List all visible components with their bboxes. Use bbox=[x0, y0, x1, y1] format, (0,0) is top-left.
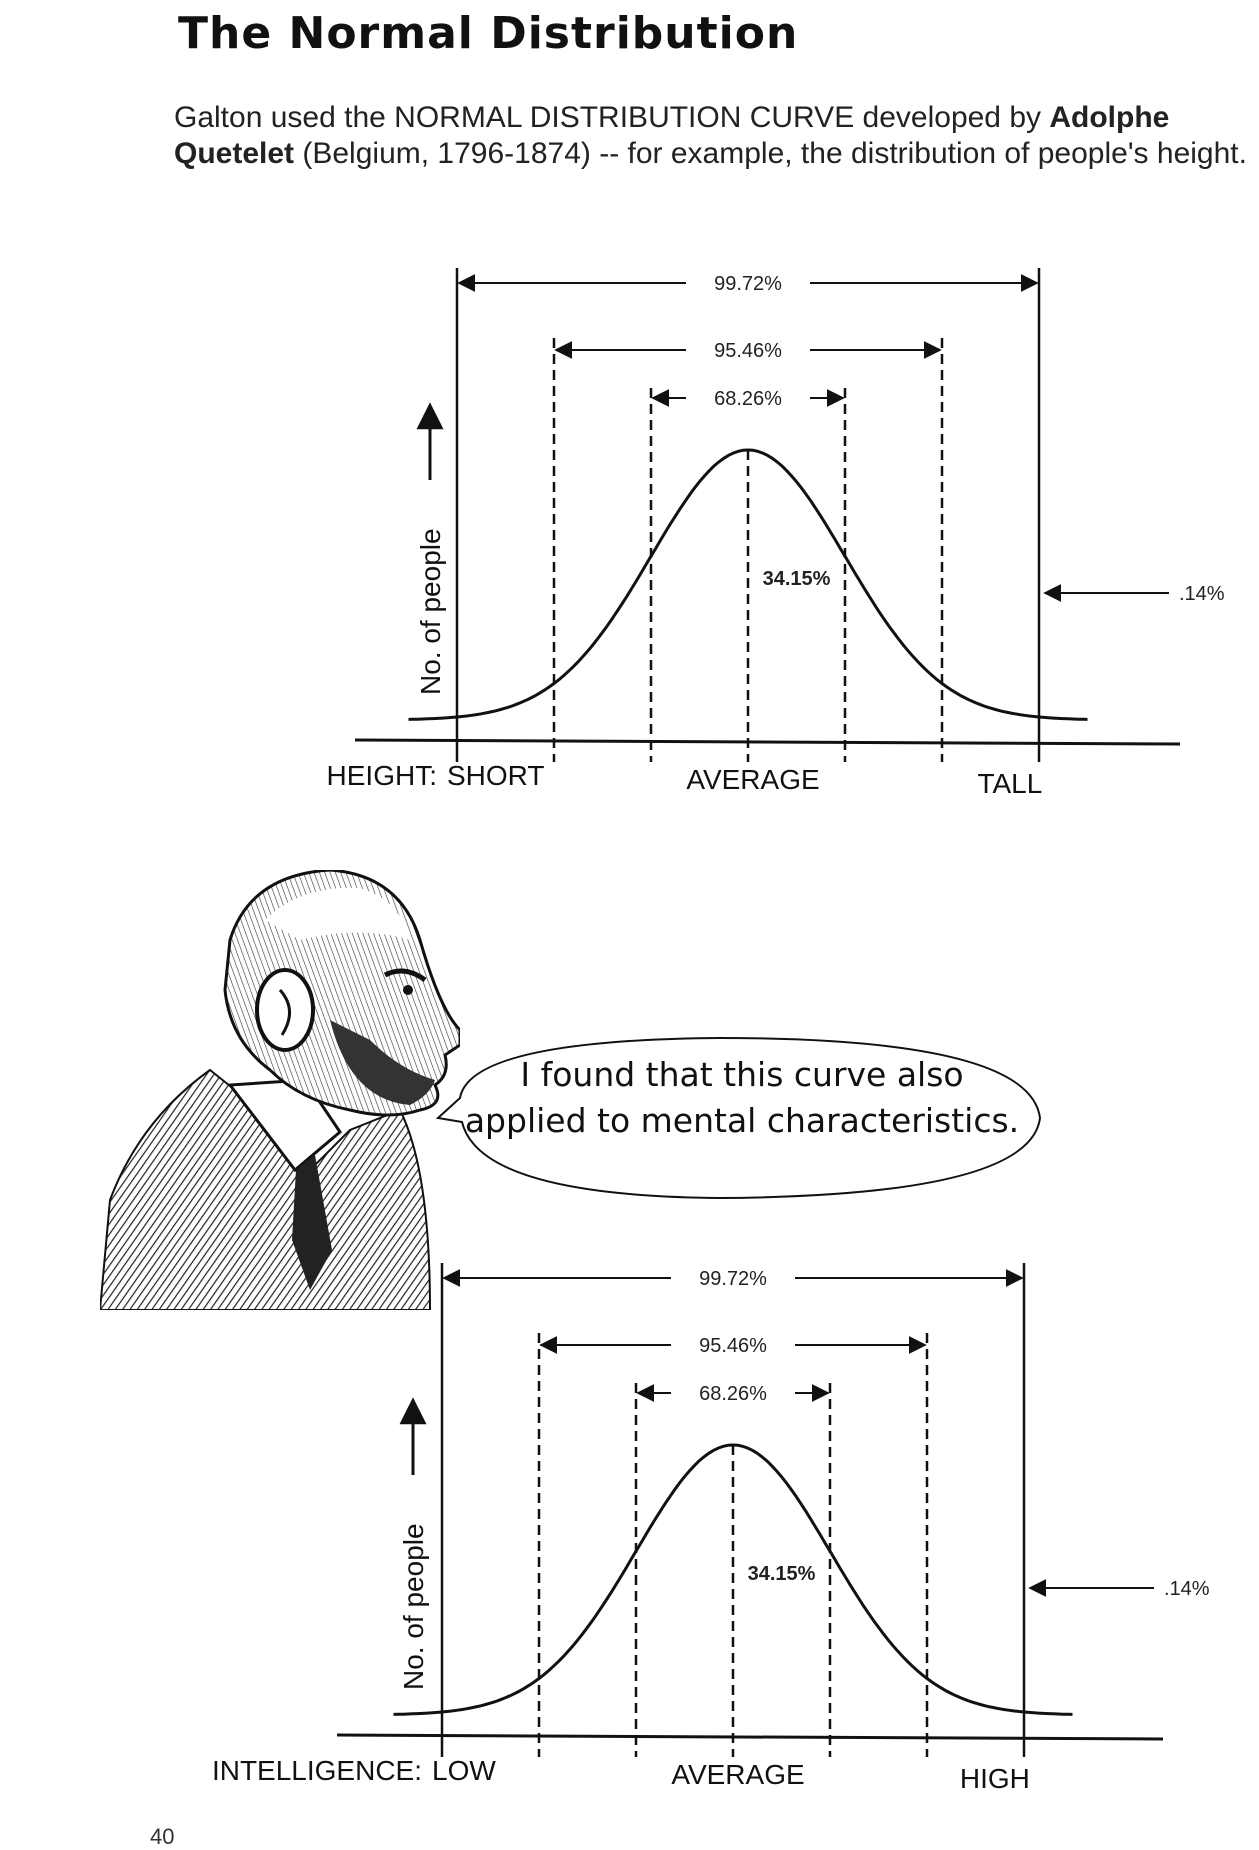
intelligence-distribution-chart bbox=[0, 1245, 1259, 1805]
page-number: 40 bbox=[150, 1824, 175, 1849]
x-axis-label: AVERAGE bbox=[671, 1759, 805, 1790]
x-axis-label: HIGH bbox=[959, 1763, 1030, 1794]
interval-label: 99.72% bbox=[699, 1268, 767, 1290]
x-axis-line bbox=[337, 1735, 1163, 1739]
interval-label: 68.26% bbox=[714, 388, 782, 410]
interval-label: 95.46% bbox=[714, 340, 782, 362]
intro-text-2: (Belgium, 1796-1874) -- for example, the distribution of people's height. bbox=[294, 137, 1247, 170]
x-axis-prefix: HEIGHT: bbox=[326, 760, 437, 791]
x-axis-label: AVERAGE bbox=[686, 764, 820, 795]
tail-percent-label: .14% bbox=[1164, 1578, 1210, 1600]
interval-label: 68.26% bbox=[699, 1383, 767, 1405]
tail-percent-label: .14% bbox=[1179, 583, 1225, 605]
center-percent-label: 34.15% bbox=[747, 1563, 816, 1585]
interval-label: 99.72% bbox=[714, 273, 782, 295]
x-axis-label: TALL bbox=[977, 768, 1043, 799]
intro-text-1: Galton used the NORMAL DISTRIBUTION CURVE developed by bbox=[174, 101, 1050, 134]
intro-name-bold: Adolphe Quetelet bbox=[174, 101, 1170, 170]
speech-bubble-text: I found that this curve also applied to mental characteristics. bbox=[464, 1055, 1020, 1140]
x-axis-prefix: INTELLIGENCE: bbox=[211, 1755, 422, 1786]
page-title: The Normal Distribution bbox=[178, 8, 799, 59]
center-percent-label: 34.15% bbox=[762, 568, 831, 590]
interval-label: 95.46% bbox=[699, 1335, 767, 1357]
y-axis-label: No. of people bbox=[415, 528, 446, 695]
x-axis-label: SHORT bbox=[447, 760, 545, 791]
y-axis-label: No. of people bbox=[398, 1523, 429, 1690]
x-axis-label: LOW bbox=[432, 1755, 496, 1786]
